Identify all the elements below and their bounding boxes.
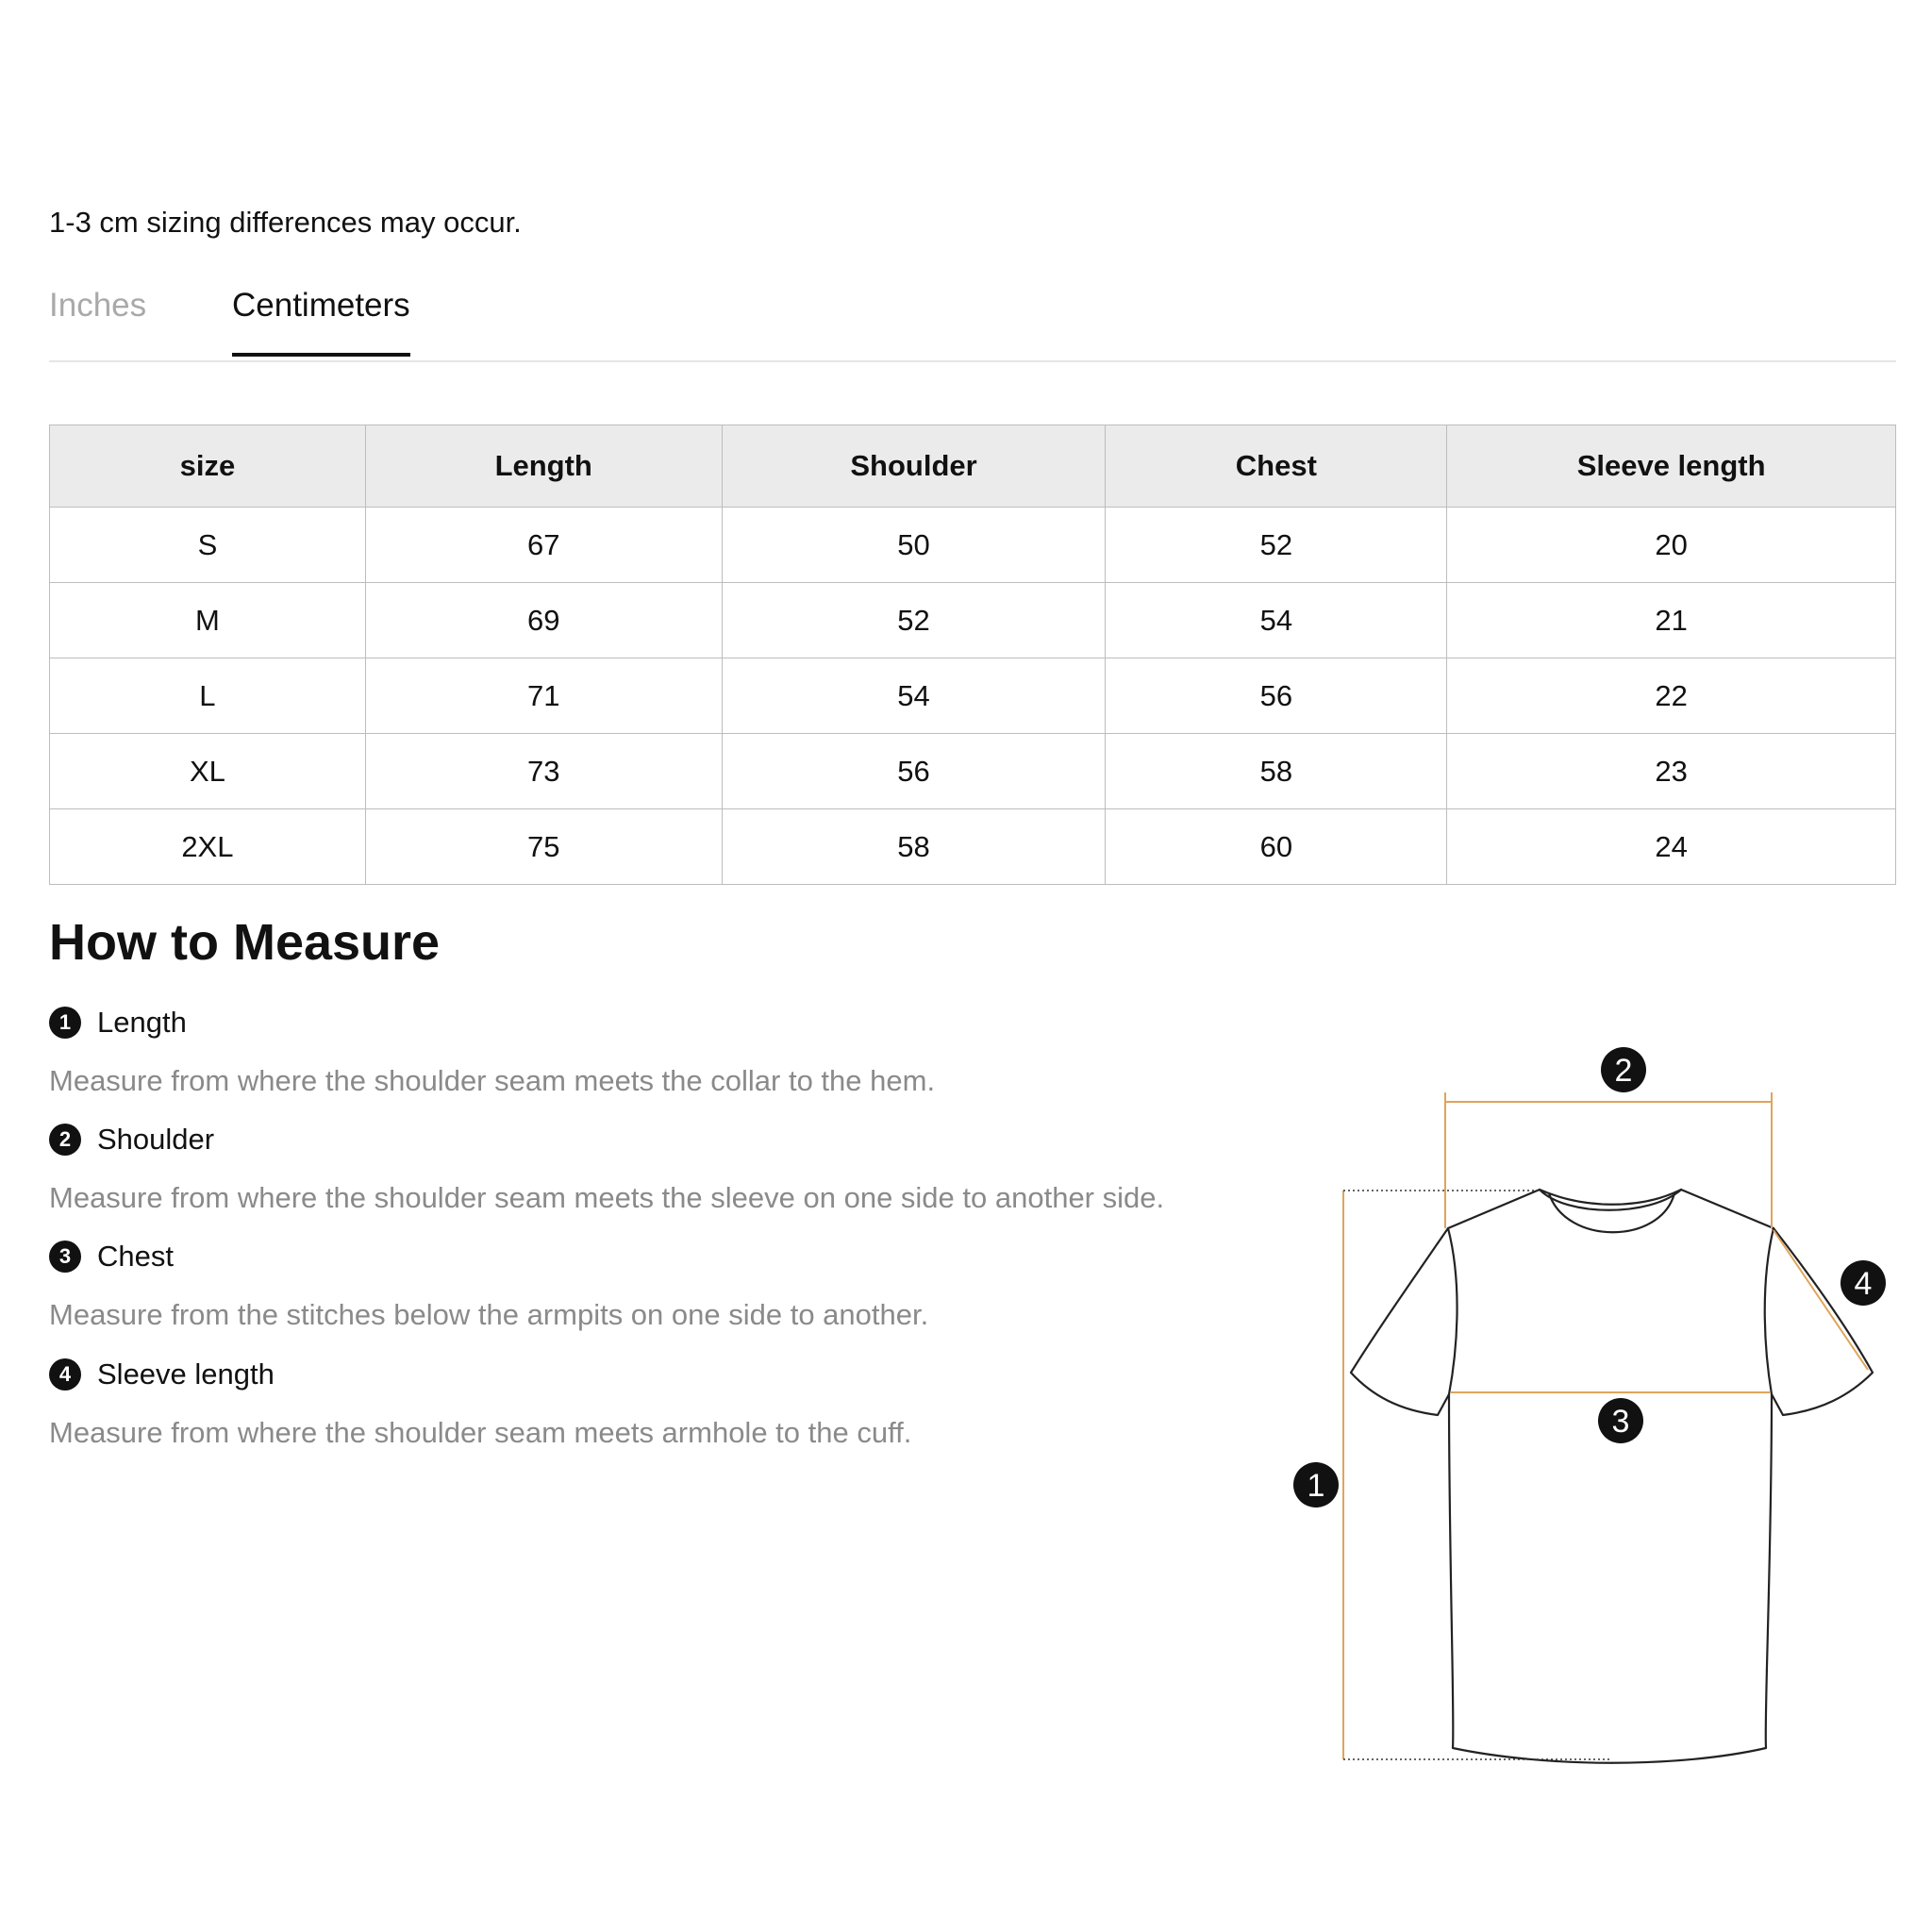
sizing-note: 1-3 cm sizing differences may occur. [49, 206, 522, 239]
table-cell: 54 [1106, 583, 1447, 658]
table-cell: 54 [722, 658, 1106, 734]
step-description: Measure from the stitches below the armpits on one side to another. [49, 1298, 929, 1331]
tab-inches[interactable]: Inches [49, 287, 147, 324]
table-cell: 24 [1447, 809, 1896, 885]
table-cell: XL [50, 734, 366, 809]
label-1: 1 [1307, 1468, 1325, 1504]
table-cell: L [50, 658, 366, 734]
table-cell: 22 [1447, 658, 1896, 734]
table-cell: 69 [365, 583, 722, 658]
tshirt-outline-icon [1351, 1190, 1873, 1763]
table-cell: 50 [722, 508, 1106, 583]
label-badge-1 [1293, 1462, 1339, 1507]
header-length: Length [365, 425, 722, 508]
number-4-icon: 4 [49, 1358, 81, 1391]
number-1-icon: 1 [49, 1007, 81, 1039]
header-size: size [50, 425, 366, 508]
table-cell: 73 [365, 734, 722, 809]
label-4: 4 [1854, 1266, 1873, 1302]
table-cell: 58 [1106, 734, 1447, 809]
table-cell: M [50, 583, 366, 658]
table-cell: 21 [1447, 583, 1896, 658]
table-cell: S [50, 508, 366, 583]
label-badge-2 [1601, 1047, 1646, 1092]
header-sleeve-length: Sleeve length [1447, 425, 1896, 508]
step-title: Length [97, 1006, 187, 1039]
step-title: Chest [97, 1240, 174, 1273]
length-guides [1343, 1191, 1609, 1759]
table-cell: 52 [722, 583, 1106, 658]
step-title: Shoulder [97, 1123, 215, 1156]
number-3-icon: 3 [49, 1241, 81, 1273]
step-description: Measure from where the shoulder seam meets the sleeve on one side to another side. [49, 1181, 1165, 1214]
label-badge-4 [1840, 1260, 1886, 1306]
how-to-measure-title: How to Measure [49, 914, 441, 971]
label-3: 3 [1611, 1404, 1630, 1440]
tab-centimeters[interactable]: Centimeters [232, 287, 410, 357]
label-2: 2 [1614, 1053, 1633, 1089]
step-description: Measure from where the shoulder seam meets armhole to the cuff. [49, 1416, 912, 1449]
table-cell: 2XL [50, 809, 366, 885]
header-chest: Chest [1106, 425, 1447, 508]
table-cell: 67 [365, 508, 722, 583]
table-cell: 23 [1447, 734, 1896, 809]
table-cell: 58 [722, 809, 1106, 885]
table-cell: 56 [722, 734, 1106, 809]
table-cell: 52 [1106, 508, 1447, 583]
step-title: Sleeve length [97, 1357, 275, 1391]
table-cell: 71 [365, 658, 722, 734]
table-cell: 75 [365, 809, 722, 885]
table-cell: 60 [1106, 809, 1447, 885]
table-cell: 56 [1106, 658, 1447, 734]
step-description: Measure from where the shoulder seam meets the collar to the hem. [49, 1064, 936, 1097]
header-shoulder: Shoulder [722, 425, 1106, 508]
label-badge-3 [1598, 1398, 1643, 1443]
table-cell: 20 [1447, 508, 1896, 583]
number-2-icon: 2 [49, 1124, 81, 1156]
